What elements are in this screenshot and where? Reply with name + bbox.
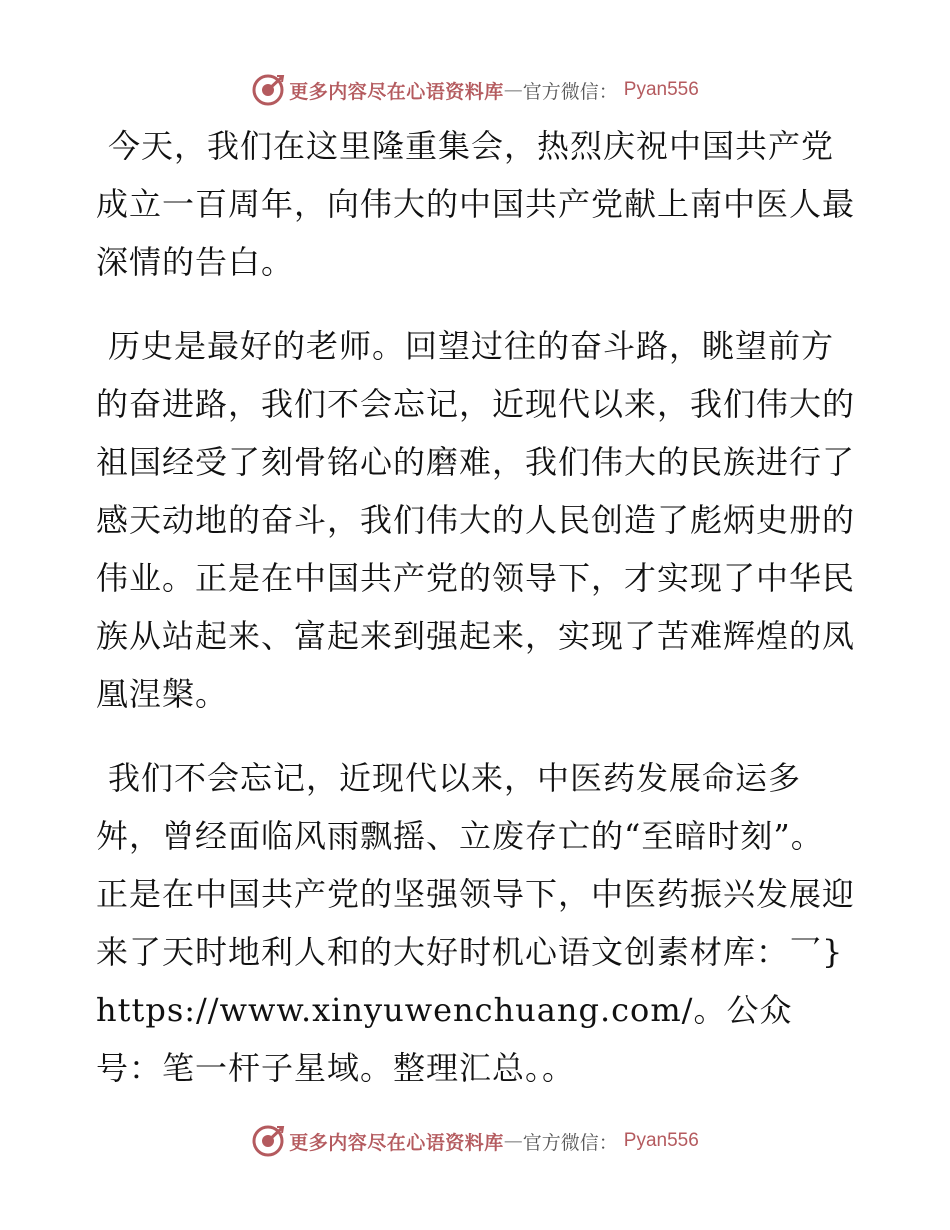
- banner-dash: —: [503, 79, 523, 101]
- paragraph-1: 今天，我们在这里隆重集会，热烈庆祝中国共产党成立一百周年，向伟大的中国共产党献上南中医人最深情的告白。: [96, 127, 856, 281]
- banner-wechat-id: Pyan556: [623, 79, 699, 100]
- banner-wechat-label: 官方微信: [522, 80, 599, 103]
- header-banner: [0, 70, 950, 110]
- banner-lead-text: 更多内容尽在心语资料库: [289, 80, 504, 103]
- paragraph-2: 历史是最好的老师。回望过往的奋斗路，眺望前方的奋进路，我们不会忘记，近现代以来，我们伟大的祖国经受了刻骨铭心的磨难，我们伟大的民族进行了感天动地的奋斗，我们伟大的人民创造了彪炳史册的伟业。正是在中国共产党的领导下，才实现了中华民族从站起来、富起来到强起来，实现了苦难辉煌的凤凰涅槃。: [96, 327, 856, 713]
- banner-wechat-id: Pyan556: [623, 1130, 699, 1151]
- banner-wechat-label: 官方微信: [522, 1131, 599, 1154]
- banner-lead-text: 更多内容尽在心语资料库: [289, 1131, 504, 1154]
- brand-logo-icon: [251, 1124, 285, 1158]
- brand-logo-icon: [251, 73, 285, 107]
- banner-colon: ：: [598, 80, 618, 103]
- document-body: [96, 117, 856, 1097]
- banner-dash: —: [503, 1130, 523, 1152]
- banner-colon: ：: [598, 1131, 618, 1154]
- footer-banner: [0, 1121, 950, 1161]
- paragraph-3: 我们不会忘记，近现代以来，中医药发展命运多舛，曾经面临风雨飘摇、立废存亡的“至暗时刻”。正是在中国共产党的坚强领导下，中医药振兴发展迎来了天时地利人和的大好时机心语文创素材库：乛}https://www.xinyuwenchuang.com/。公众号：笔一杆子星域。整理汇总。。: [96, 759, 856, 1087]
